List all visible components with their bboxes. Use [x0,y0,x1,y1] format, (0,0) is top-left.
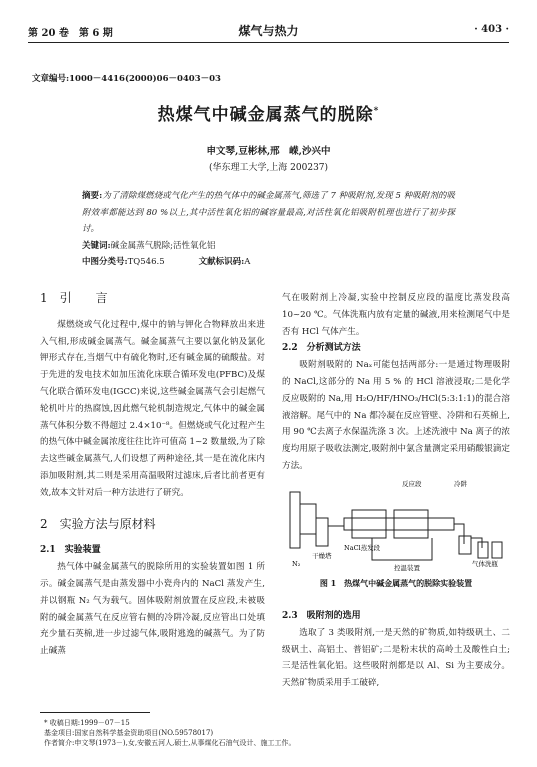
right-column-bottom [282,608,510,692]
section-2-2-heading: 2.2 分析测试方法 [282,343,361,354]
article-number: 文章编号:1000－4416(2000)06－0403－03 [32,74,221,84]
n2-cylinder-shape [290,492,300,548]
abstract-block [82,188,455,271]
wash-bottle-1-shape [478,542,488,558]
classification: TQ546.5 [127,257,165,267]
label-wash: 气体洗瓶 [472,560,498,568]
footnote-rule [40,712,150,713]
classification-label: 中图分类号: [82,257,128,267]
continued-paragraph: 气在吸附剂上冷凝,实验中控制反应段的温度比蒸发段高 10~20 ℃。气体洗瓶内放有定量的碱液,用来检测尾气中是否有 HCl 气体产生。 [282,293,510,337]
page-number: · 403 · [474,24,509,35]
doc-code: A [244,257,251,267]
abstract-label: 摘要: [82,191,103,201]
adsorbent-paragraph: 选取了 3 类吸附剂,一是天然的矿物质,如特级矾土、二级矾土、高铝土、普铝矿;二是粉末状的高岭土及酸性白土;三是活性氧化铝。这些吸附剂都是以 Al、Si 为主要成分。天然矿物质采用手工破碎, [282,627,510,689]
dryer-line [300,504,316,534]
evaporator-furnace-shape [352,510,386,538]
running-header [28,22,509,40]
affiliation: (华东理工大学,上海 200237) [208,163,329,173]
section-2-1-heading: 2.1 实验装置 [40,545,101,556]
section-2-3-heading: 2.3 吸附剂的选用 [282,611,361,621]
journal-name: 煤气与热力 [238,24,299,38]
label-reactor: 反应段 [402,480,422,488]
authors: 申文琴,豆彬林,邢 嵘,沙兴中 [206,146,331,157]
reactor-furnace-shape [394,510,428,538]
paper-title: 热煤气中碱金属蒸气的脱除* [157,105,380,125]
section-1-heading: 1 引 言 [40,291,108,305]
dryer-tower-shape [316,518,328,546]
title-footnote-mark: * [373,106,380,117]
apparatus-diagram [282,474,510,574]
author-bio: 作者简介:申文琴(1973－),女,安徽五河人,硕士,从事煤化石油气设计、施工工作。 [44,739,296,747]
section-2-heading: 2 实验方法与原材料 [40,516,156,531]
label-dryer: 干燥塔 [312,552,332,560]
abstract-text: 为了清除煤燃烧或气化产生的热气体中的碱金属蒸气,筛选了 7 种吸附剂,发现 5 种吸附剂的吸附效率都能达到 80 %以上,其中活性氧化铝的碱容量最高,对活性氧化铝吸附机理也进行了初步探讨。 [82,191,455,234]
temp-control-line [372,538,432,560]
left-column [40,290,265,660]
label-n2: N₂ [292,560,301,568]
intro-paragraph: 煤燃烧或气化过程中,煤中的钠与钾化合物释放出来进入气相,形成碱金属蒸气。碱金属蒸气主要以氯化钠及氯化钾形式存在,当烟气中有硫化物时,还有碱金属的硫酸盐。对于先进的发电技术如加压流化床联合循环发电(PFBC)及煤气化联合循环发电(IGCC)来说,这些碱金属蒸气会引起燃气轮机叶片的热腐蚀,因此燃气轮机制造规定,气体中的碱金属蒸气体积分数不得超过 2.4×10⁻⁸。但燃烧或气化过程产生的热气体中碱金属浓度往往比许可值高 1~2 数量级,为了除去这些碱金属蒸气,人们设想了两种途径,其一是在流化床内添加吸附剂,其二则是采用高温吸附过滤床,后者比前者更有效,故本文针对后一种方法进行了研究。 [40,319,265,498]
apparatus-figure [282,474,510,590]
label-trap: 冷阱 [454,480,467,488]
fund-info: 基金项目:国家自然科学基金资助项目(NO.59578017) [44,729,214,737]
volume-issue: 第 20 卷 第 6 期 [28,28,113,39]
analysis-paragraph: 吸附剂吸附的 Naₓ可能包括两部分:一是通过物理吸附的 NaCl,这部分的 Na 用 5 % 的 HCl 溶液浸取;二是化学反应吸附的 Na,用 H₂O/HF/HNO₃/HCl(5:3:1:1)的混合溶液溶解。尾气中的 Na 都冷凝在反应管壁、冷阱和石英棉上,用 90 ℃去离子水保温洗涤 3 次。上述洗液中 Na 离子的浓度均用原子吸收法测定,吸附剂中氯含量测定采用硝酸银滴定方法。 [282,360,510,471]
keywords-label: 关键词: [82,240,111,251]
keywords: 碱金属蒸气脱除;活性氧化铝 [110,240,216,251]
figure-caption: 图 1 热煤气中碱金属蒸气的脱除实验装置 [319,578,473,588]
reaction-tube-shape [344,518,454,530]
cold-trap-shape [459,536,471,554]
header-rule [28,42,509,43]
apparatus-paragraph: 热气体中碱金属蒸气的脱除所用的实验装置如图 1 所示。碱金属蒸气是由蒸发器中小瓷舟内的 NaCl 蒸发产生,并以钢瓶 N₂ 气为载气。固体吸附剂放置在反应段,未被吸附的碱金属蒸气在反应管右侧的冷阱冷凝,反应管出口处填充少量石英棉,进一步过滤气体,吸附逃逸的碱蒸气。为了防止碱蒸 [40,562,265,657]
label-temp: 控温装置 [394,564,420,572]
footnote [44,718,514,748]
doc-code-label: 文献标识码: [198,257,245,267]
label-evaporator: NaCl蒸发段 [344,544,381,552]
wash-bottle-2-shape [492,542,502,558]
received-date: * 收稿日期:1999－07－15 [44,719,130,727]
right-column-top [282,290,510,475]
